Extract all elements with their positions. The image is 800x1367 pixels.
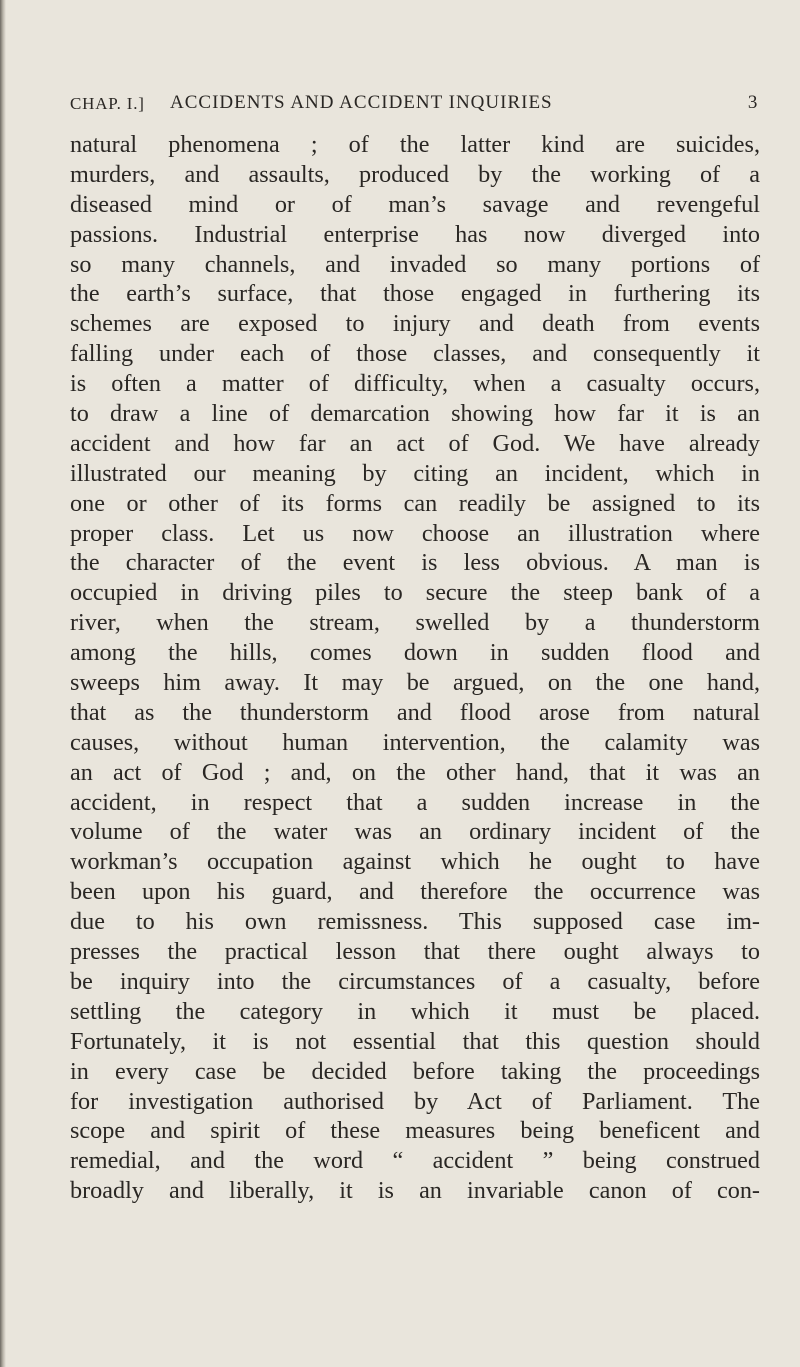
body-text: [70, 130, 760, 1206]
text-line: among the hills, comes down in sudden flood and: [70, 639, 760, 667]
text-line: volume of the water was an ordinary incident of the: [70, 818, 760, 846]
text-line: so many channels, and invaded so many portions of: [70, 250, 760, 278]
text-line: accident and how far an act of God. We have already: [70, 429, 760, 457]
text-line: be inquiry into the circumstances of a casualty, before: [70, 967, 760, 995]
text-line: river, when the stream, swelled by a thunderstorm: [70, 609, 760, 637]
text-line: murders, and assaults, produced by the working of a: [70, 160, 760, 188]
text-line: due to his own remissness. This supposed case im-: [70, 908, 760, 936]
page-number: 3: [747, 92, 758, 113]
text-line: that as the thunderstorm and flood arose from natural: [70, 698, 760, 726]
text-line: the earth’s surface, that those engaged in furthering its: [70, 280, 760, 308]
text-line: diseased mind or of man’s savage and revengeful: [70, 190, 760, 218]
text-line: in every case be decided before taking the proceedings: [70, 1057, 760, 1085]
text-line: causes, without human intervention, the calamity was: [70, 728, 760, 756]
text-line: falling under each of those classes, and consequently it: [70, 340, 760, 368]
text-line: been upon his guard, and therefore the occurrence was: [70, 878, 760, 906]
text-line: settling the category in which it must be placed.: [70, 997, 760, 1025]
text-line: broadly and liberally, it is an invariable canon of con-: [70, 1177, 760, 1205]
text-line: accident, in respect that a sudden increase in the: [70, 788, 760, 816]
text-line: for investigation authorised by Act of Parliament. The: [70, 1087, 760, 1115]
text-line: the character of the event is less obvious. A man is: [70, 549, 760, 577]
chapter-label: CHAP. I.]: [70, 94, 145, 113]
text-line: Fortunately, it is not essential that this question should: [70, 1027, 760, 1055]
text-line: sweeps him away. It may be argued, on the one hand,: [70, 669, 760, 697]
text-line: schemes are exposed to injury and death from events: [70, 310, 760, 338]
text-line: presses the practical lesson that there ought always to: [70, 938, 760, 966]
text-line: illustrated our meaning by citing an incident, which in: [70, 459, 760, 487]
text-line: to draw a line of demarcation showing how far it is an: [70, 400, 760, 428]
text-line: remedial, and the word “ accident ” being construed: [70, 1147, 760, 1175]
text-line: occupied in driving piles to secure the steep bank of a: [70, 579, 760, 607]
text-line: proper class. Let us now choose an illustration where: [70, 519, 760, 547]
text-line: natural phenomena ; of the latter kind are suicides,: [70, 131, 760, 158]
text-line: an act of God ; and, on the other hand, that it was an: [70, 758, 760, 786]
text-line: passions. Industrial enterprise has now diverged into: [70, 220, 760, 248]
text-line: workman’s occupation against which he ought to have: [70, 848, 760, 876]
text-line: one or other of its forms can readily be assigned to its: [70, 489, 760, 517]
text-line: scope and spirit of these measures being beneficent and: [70, 1117, 760, 1145]
text-line: is often a matter of difficulty, when a casualty occurs,: [70, 370, 760, 398]
running-title: ACCIDENTS AND ACCIDENT INQUIRIES: [170, 92, 553, 113]
page-edge-shadow: [0, 0, 6, 1367]
running-head: [70, 92, 762, 120]
